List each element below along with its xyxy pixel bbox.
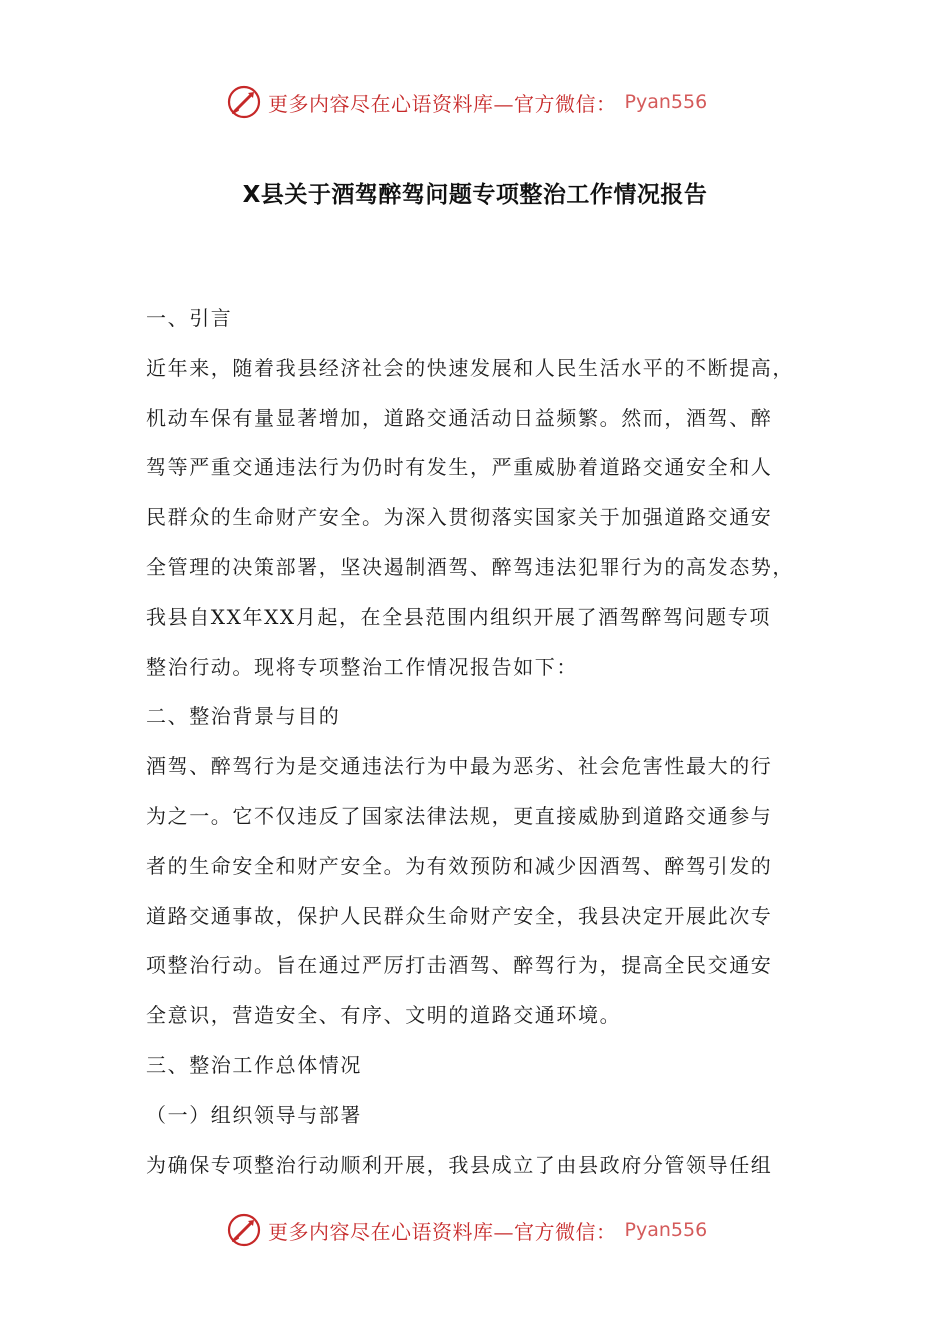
paragraph-line: 项整治行动。旨在通过严厉打击酒驾、醉驾行为，提高全民交通安 <box>146 953 773 978</box>
section-heading-overview: 三、整治工作总体情况 <box>146 1052 362 1077</box>
document-body <box>146 294 816 1190</box>
paragraph-line: 民群众的生命财产安全。为深入贯彻落实国家关于加强道路交通安 <box>146 505 773 530</box>
document-title: X县关于酒驾醉驾问题专项整治工作情况报告 <box>242 182 708 208</box>
paragraph-line: 为确保专项整治行动顺利开展，我县成立了由县政府分管领导任组 <box>146 1152 773 1177</box>
pen-logo-icon <box>226 1212 262 1248</box>
paragraph-line: 驾等严重交通违法行为仍时有发生，严重威胁着道路交通安全和人 <box>146 455 773 480</box>
watermark-wechat-id: Pyan556 <box>624 91 708 113</box>
watermark-text: 更多内容尽在心语资料库—官方微信： <box>268 91 617 116</box>
header-watermark <box>226 82 746 122</box>
watermark-text: 更多内容尽在心语资料库—官方微信： <box>268 1219 617 1244</box>
footer-watermark <box>226 1210 746 1250</box>
paragraph-line: 道路交通事故，保护人民群众生命财产安全，我县决定开展此次专 <box>146 903 773 928</box>
paragraph-line: 近年来，随着我县经济社会的快速发展和人民生活水平的不断提高， <box>146 355 794 380</box>
paragraph-line: 酒驾、醉驾行为是交通违法行为中最为恶劣、社会危害性最大的行 <box>146 754 773 779</box>
subsection-heading-organization: （一）组织领导与部署 <box>146 1102 362 1127</box>
watermark-wechat-id: Pyan556 <box>624 1219 708 1241</box>
paragraph-line: 整治行动。现将专项整治工作情况报告如下： <box>146 654 578 679</box>
paragraph-line: 机动车保有量显著增加，道路交通活动日益频繁。然而，酒驾、醉 <box>146 405 773 430</box>
paragraph-line: 全意识，营造安全、有序、文明的道路交通环境。 <box>146 1003 622 1028</box>
paragraph-line: 者的生命安全和财产安全。为有效预防和减少因酒驾、醉驾引发的 <box>146 853 773 878</box>
section-heading-background: 二、整治背景与目的 <box>146 704 341 729</box>
pen-logo-icon <box>226 84 262 120</box>
paragraph-line: 全管理的决策部署，坚决遏制酒驾、醉驾违法犯罪行为的高发态势， <box>146 554 794 579</box>
paragraph-line: 为之一。它不仅违反了国家法律法规，更直接威胁到道路交通参与 <box>146 803 773 828</box>
section-heading-intro: 一、引言 <box>146 306 233 330</box>
paragraph-line: 我县自XX年XX月起，在全县范围内组织开展了酒驾醉驾问题专项 <box>146 604 771 629</box>
